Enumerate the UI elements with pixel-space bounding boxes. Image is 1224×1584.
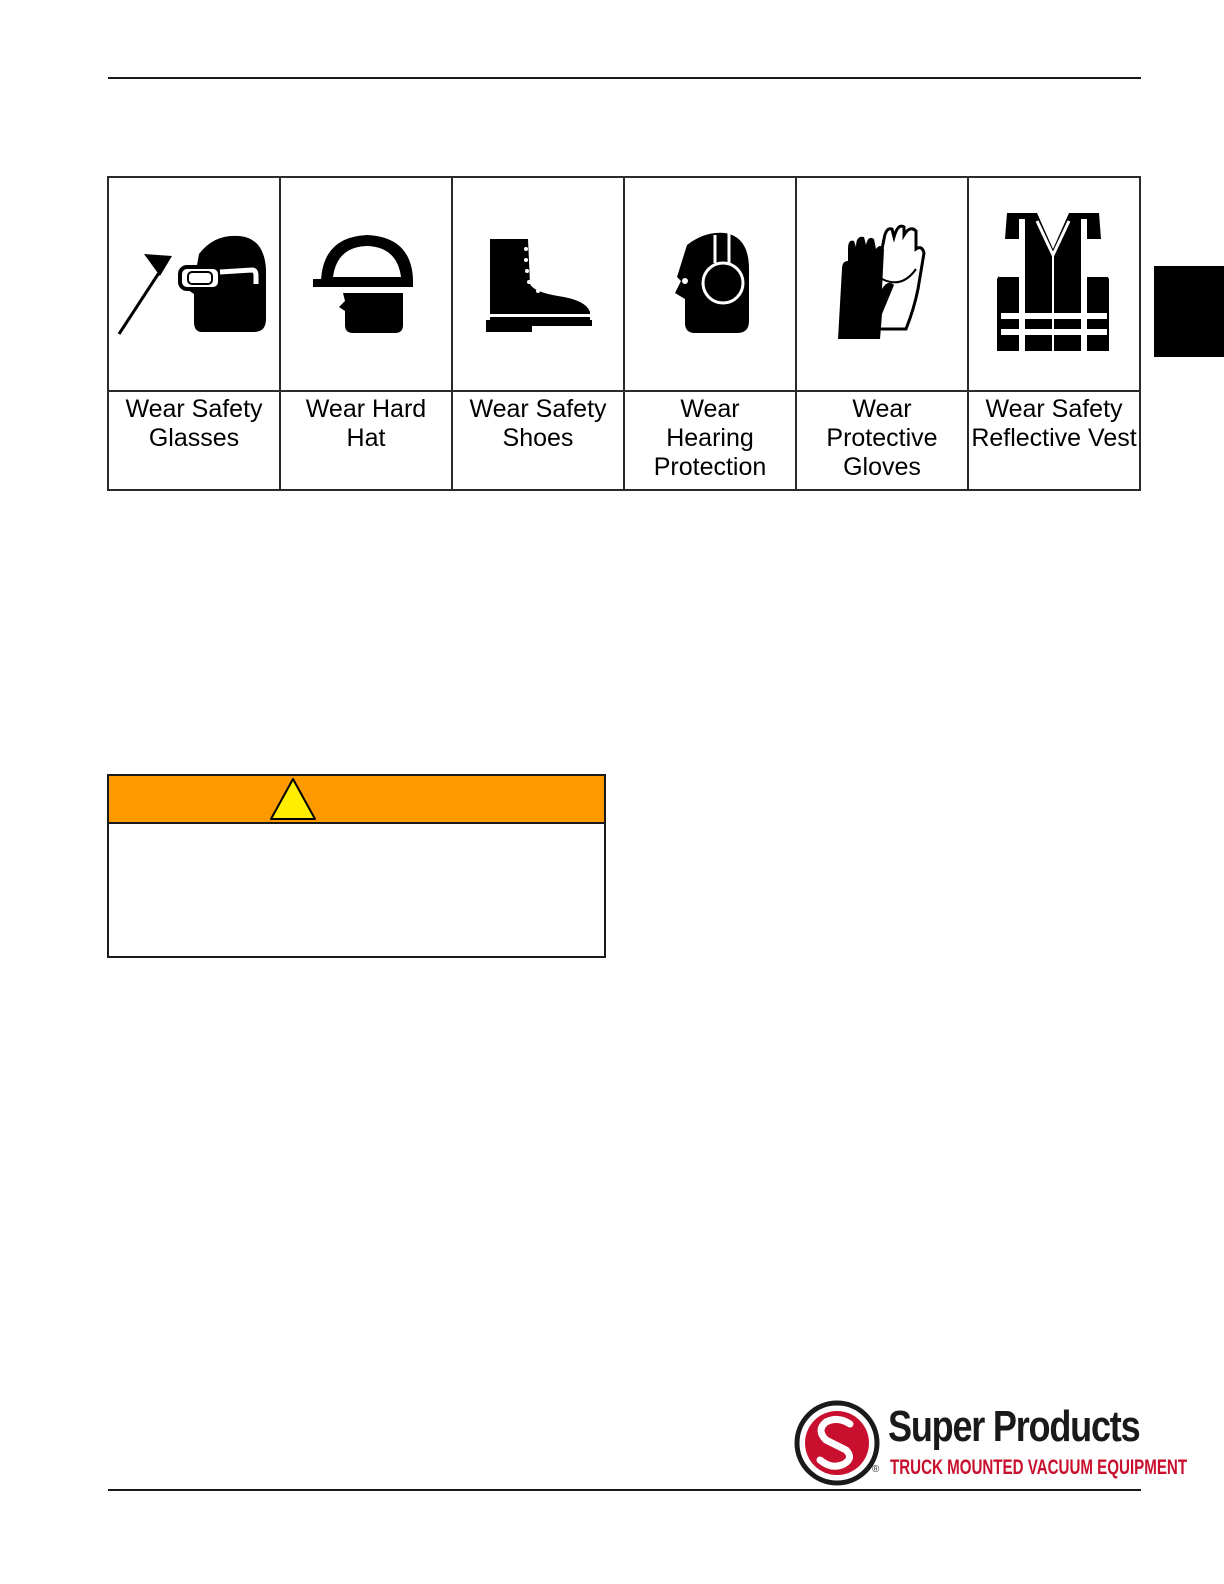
footer-rule (108, 1489, 1141, 1491)
ppe-label: Wear Hard Hat (280, 391, 452, 490)
ppe-requirements-table (107, 176, 1141, 491)
logo-tagline: TRUCK MOUNTED VACUUM EQUIPMENT (890, 1456, 1188, 1479)
ppe-label: Wear Safety Reflective Vest (968, 391, 1140, 490)
safety-glasses-icon (114, 224, 274, 344)
warning-triangle-icon (269, 777, 317, 821)
ppe-cell-safety-shoes (452, 177, 624, 391)
ppe-cell-hearing-protection (624, 177, 796, 391)
ear-muffs-icon (665, 229, 755, 339)
safety-boot-icon (478, 234, 598, 334)
ppe-label: Wear Hearing Protection (624, 391, 796, 490)
super-products-logo (794, 1400, 1188, 1486)
header-rule (108, 77, 1141, 79)
ppe-cell-protective-gloves (796, 177, 968, 391)
reflective-vest-icon (989, 209, 1119, 359)
section-tab-marker (1154, 266, 1224, 357)
logo-name: Super Products (888, 1402, 1140, 1451)
ppe-label: Wear Safety Shoes (452, 391, 624, 490)
ppe-cell-hard-hat (280, 177, 452, 391)
logo-s-emblem-icon (794, 1400, 880, 1486)
ppe-label: Wear Safety Glasses (108, 391, 280, 490)
ppe-label: Wear Protective Gloves (796, 391, 968, 490)
ppe-cell-reflective-vest (968, 177, 1140, 391)
logo-registered-mark: ® (872, 1464, 880, 1475)
ppe-cell-safety-glasses (108, 177, 280, 391)
warning-box (107, 774, 606, 958)
hard-hat-icon (311, 229, 421, 339)
warning-header-band (109, 776, 604, 824)
gloves-icon (832, 219, 932, 349)
